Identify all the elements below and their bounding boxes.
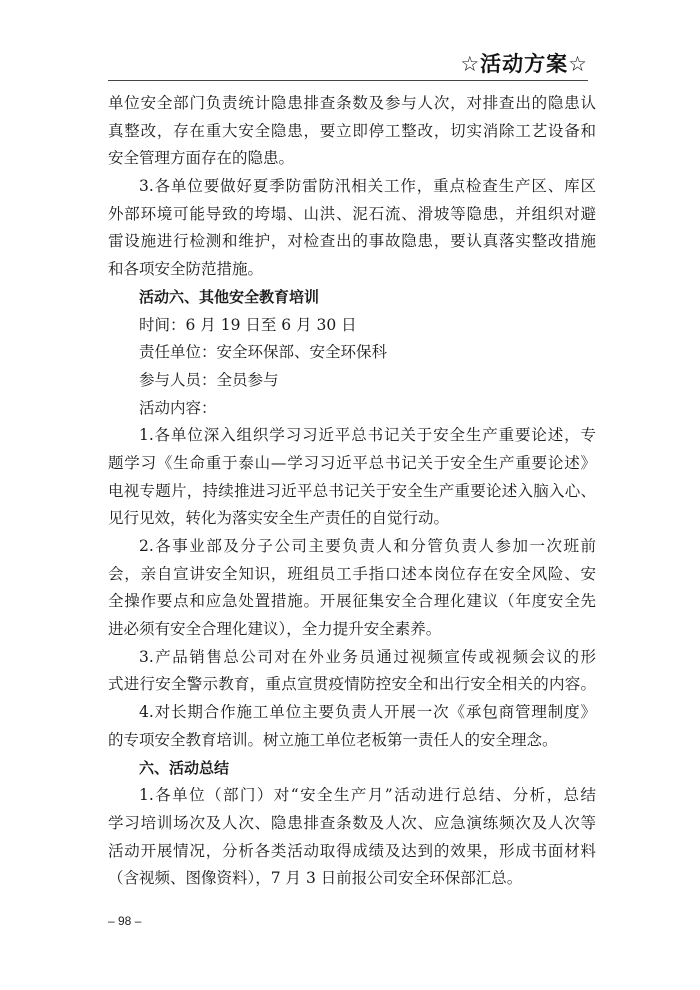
text-line: 会，亲自宣讲安全知识，班组员工手指口述本岗位存在安全风险、安 — [108, 564, 596, 583]
text-line: 活动内容： — [139, 398, 217, 417]
text-line: 式进行安全警示教育，重点宣贯疫情防控安全和出行安全相关的内容。 — [108, 675, 596, 694]
header-title: ☆活动方案☆ — [460, 52, 588, 76]
text-line: 真整改，存在重大安全隐患，要立即停工整改，切实消除工艺设备和 — [108, 121, 596, 140]
text-line: 和各项安全防范措施。 — [108, 260, 264, 279]
text-line: 全操作要点和应急处置措施。开展征集安全合理化建议（年度安全先 — [108, 592, 596, 611]
text-line: 雷设施进行检测和维护，对检查出的事故隐患，要认真落实整改措施 — [108, 232, 596, 251]
text-line: 的专项安全教育培训。树立施工单位老板第一责任人的安全理念。 — [108, 730, 558, 749]
text-line: 3.产品销售总公司对在外业务员通过视频宣传或视频会议的形 — [139, 647, 596, 666]
text-line: 时间：6 月 19 日至 6 月 30 日 — [139, 315, 357, 334]
page-header — [108, 0, 588, 81]
section-heading: 活动六、其他安全教育培训 — [139, 287, 320, 306]
text-line: 活动开展情况，分析各类活动取得成绩及达到的效果，形成书面材料 — [108, 841, 596, 860]
text-line: 1.各单位（部门）对“安全生产月”活动进行总结、分析，总结 — [139, 786, 596, 805]
text-line: 学习培训场次及人次、隐患排查条数及人次、应急演练频次及人次等 — [108, 813, 596, 832]
text-line: 参与人员：全员参与 — [139, 370, 279, 389]
page-number: – 98 – — [108, 914, 142, 928]
text-line: 进必须有安全合理化建议），全力提升安全素养。 — [108, 620, 442, 639]
text-line: 3.各单位要做好夏季防雷防汛相关工作，重点检查生产区、库区 — [139, 177, 596, 196]
text-line: 电视专题片，持续推进习近平总书记关于安全生产重要论述入脑入心、 — [108, 481, 596, 500]
text-line: （含视频、图像资料），7 月 3 日前报公司安全环保部汇总。 — [108, 869, 523, 888]
text-line: 单位安全部门负责统计隐患排查条数及参与人次，对排查出的隐患认 — [108, 94, 596, 112]
text-line: 安全管理方面存在的隐患。 — [108, 149, 295, 168]
text-line: 1.各单位深入组织学习习近平总书记关于安全生产重要论述，专 — [139, 426, 596, 445]
section-heading: 六、活动总结 — [139, 758, 230, 777]
text-line: 责任单位：安全环保部、安全环保科 — [139, 343, 388, 362]
text-line: 2.各事业部及分子公司主要负责人和分管负责人参加一次班前 — [139, 537, 596, 555]
text-line: 题学习《生命重于泰山—学习习近平总书记关于安全生产重要论述》 — [108, 453, 596, 472]
document-body — [108, 90, 596, 893]
text-line: 外部环境可能导致的垮塌、山洪、泥石流、滑坡等隐患，并组织对避 — [108, 204, 596, 223]
text-line: 见行见效，转化为落实安全生产责任的自觉行动。 — [108, 509, 450, 528]
text-line: 4.对长期合作施工单位主要负责人开展一次《承包商管理制度》 — [139, 703, 596, 722]
